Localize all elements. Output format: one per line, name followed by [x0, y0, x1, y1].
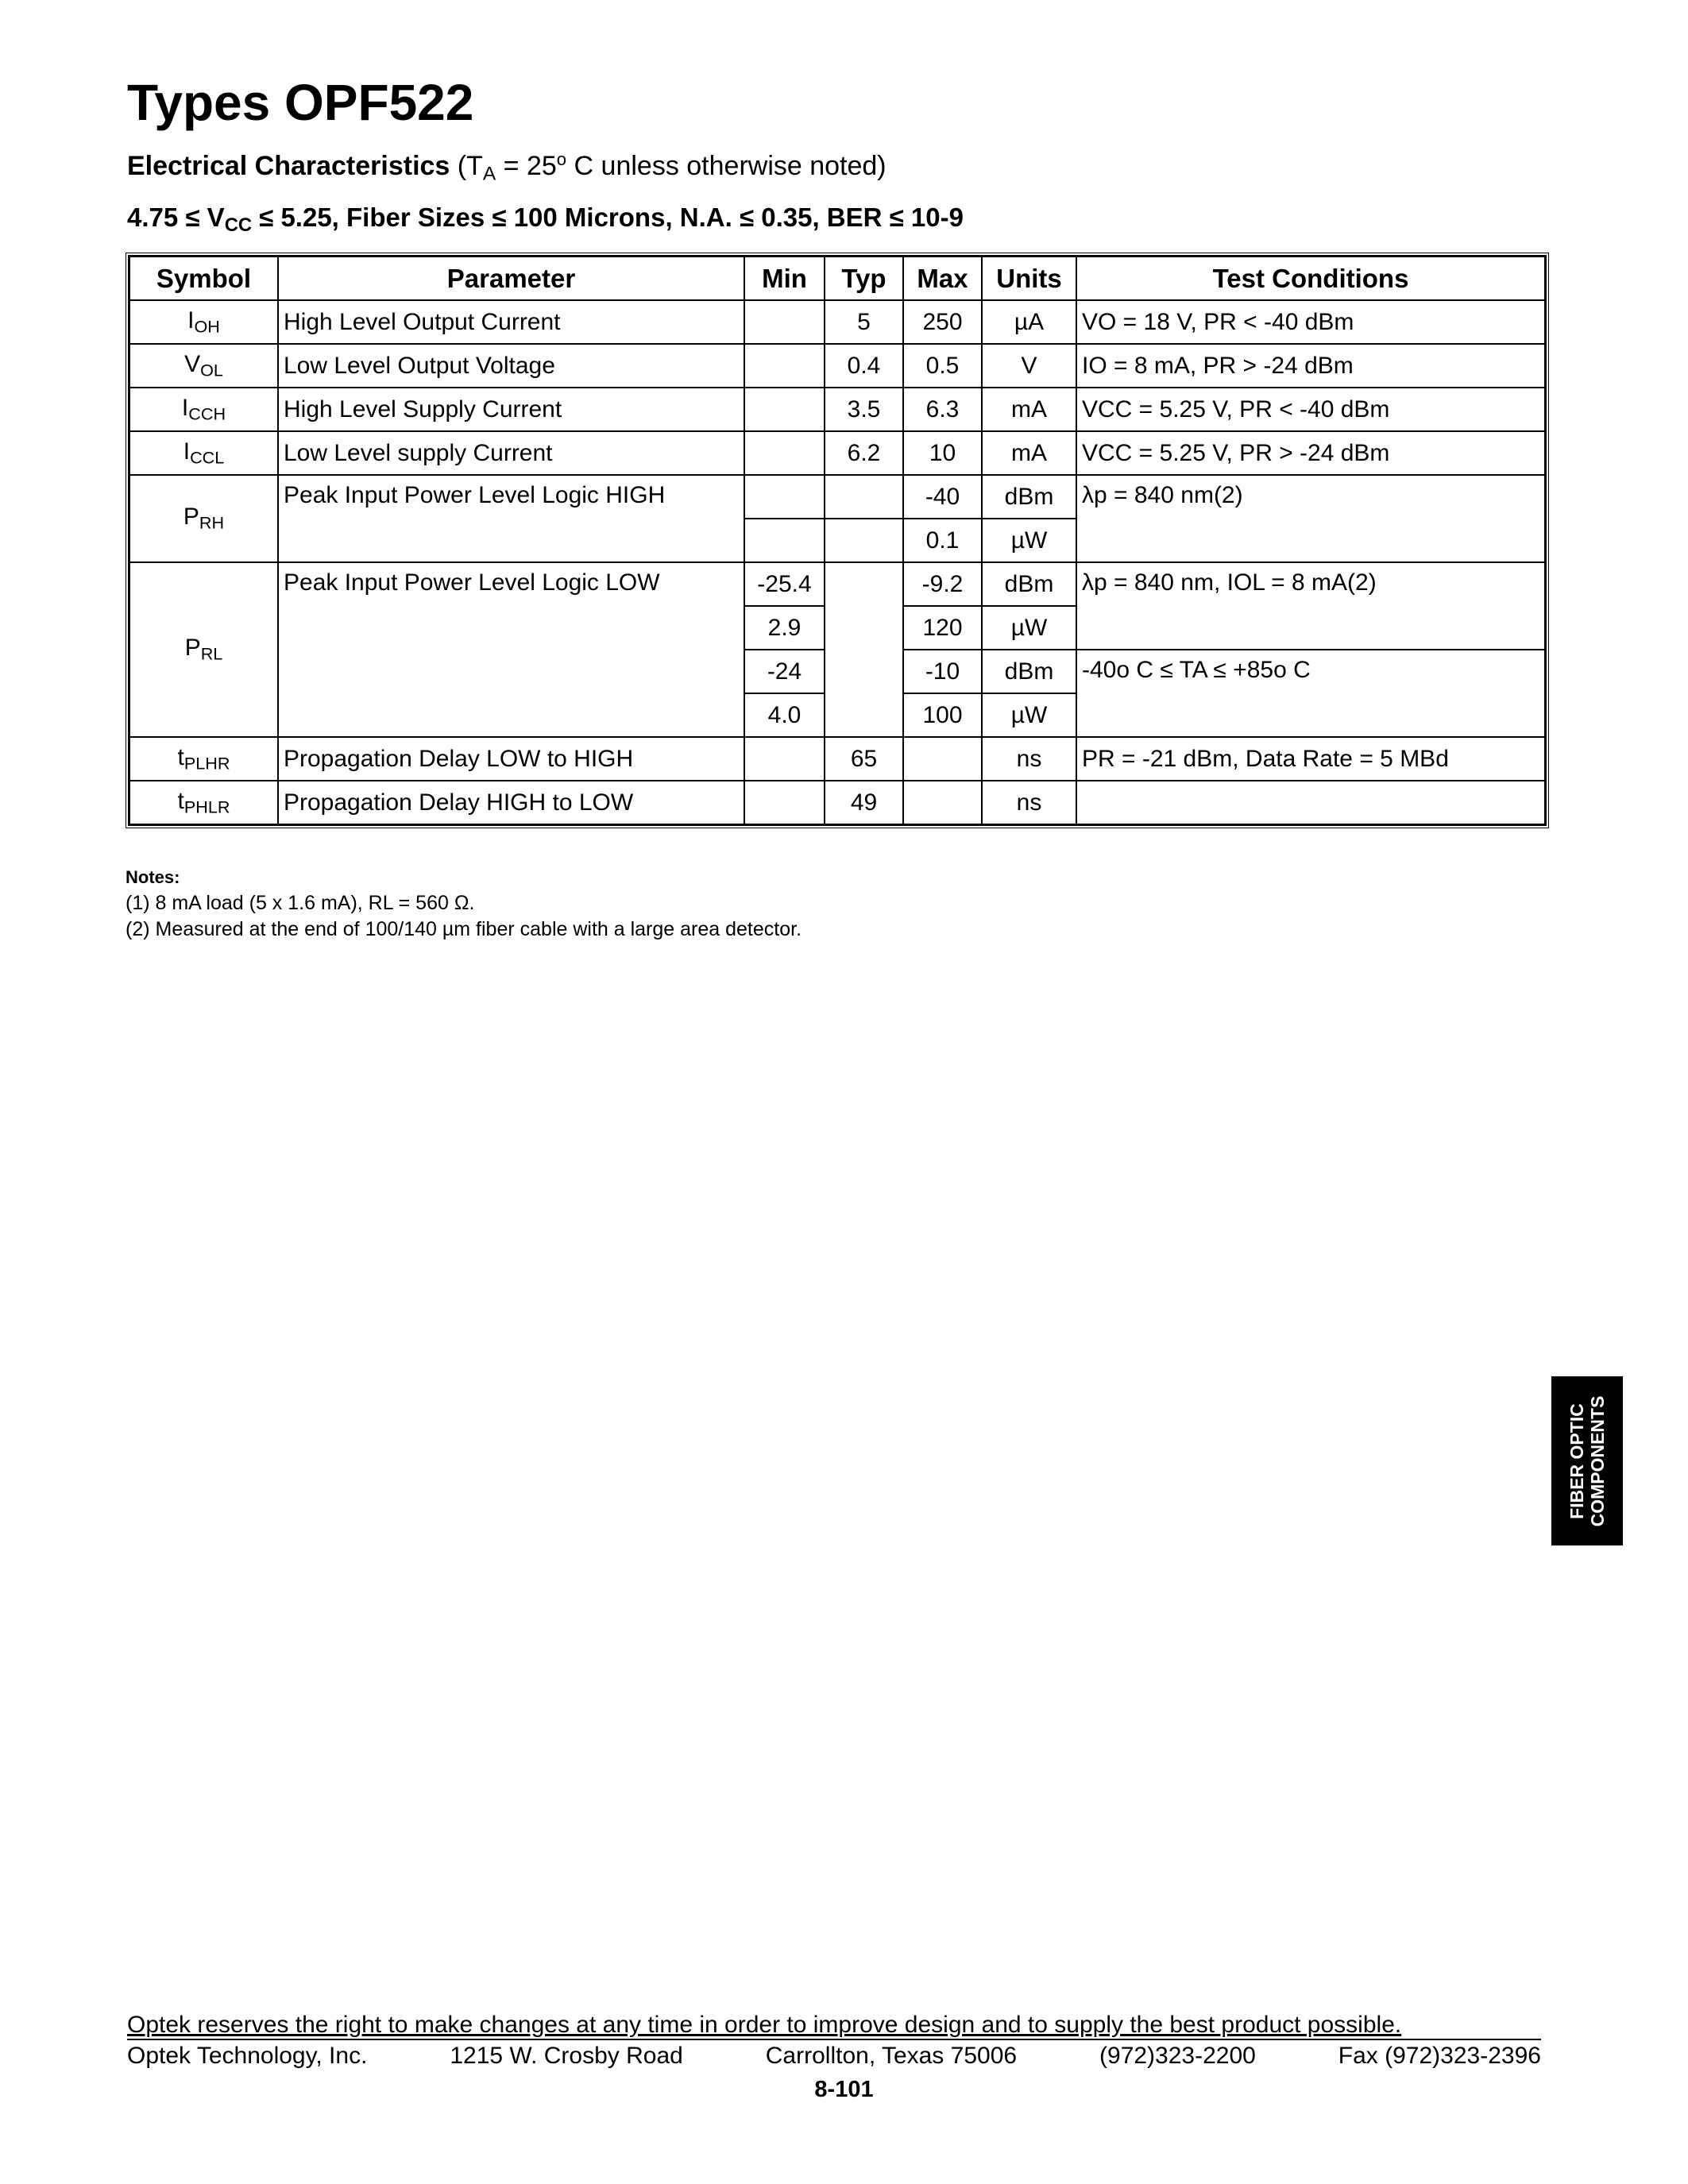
units: ns	[982, 781, 1076, 824]
company-name: Optek Technology, Inc.	[127, 2043, 368, 2069]
min	[744, 475, 825, 519]
max: -9.2	[903, 562, 982, 606]
phone: (972)323-2200	[1099, 2043, 1256, 2069]
section-heading: Electrical Characteristics ($T_A = 25^o$ C unless otherwise noted)	[127, 149, 886, 185]
max: 0.5	[903, 344, 982, 388]
footer-disclaimer: Optek reserves the right to make changes at any time in order to improve design and to supply the best product possible.	[127, 2012, 1402, 2038]
min	[744, 737, 825, 781]
footer-address	[127, 2043, 1541, 2070]
parameter: Peak Input Power Level Logic LOW	[278, 562, 744, 737]
max: 100	[903, 693, 982, 737]
units: dBm	[982, 650, 1076, 693]
symbol: $V_{OL}$	[129, 344, 278, 388]
symbol: $t_{PHLR}$	[129, 781, 278, 824]
parameter: Low Level Output Voltage	[278, 344, 744, 388]
typ: 6.2	[825, 431, 903, 475]
note-2: (2) Measured at the end of 100/140 µm fiber cable with a large area detector.	[126, 918, 802, 940]
table-row	[129, 344, 1545, 388]
units: mA	[982, 431, 1076, 475]
units: µW	[982, 606, 1076, 650]
units: dBm	[982, 562, 1076, 606]
typ	[825, 475, 903, 519]
symbol: $P_{RH}$	[129, 475, 278, 562]
table-row	[129, 562, 1545, 606]
table-header	[129, 257, 1545, 300]
test-conditions: VO = 18 V, PR < -40 dBm	[1076, 300, 1545, 344]
parameter: Propagation Delay HIGH to LOW	[278, 781, 744, 824]
header-symbol: Symbol	[129, 257, 278, 300]
typ: 49	[825, 781, 903, 824]
min	[744, 388, 825, 431]
max: -10	[903, 650, 982, 693]
conditions-line: $4.75 \le V_{CC} \le 5.25$, Fiber Sizes ≤ 100 Microns, N.A. ≤ 0.35, BER ≤ 10-9	[127, 203, 964, 236]
symbol: $I_{OH}$	[129, 300, 278, 344]
min	[744, 781, 825, 824]
min	[744, 519, 825, 562]
table-row	[129, 475, 1545, 519]
table-row	[129, 300, 1545, 344]
symbol: $P_{RL}$	[129, 562, 278, 737]
electrical-characteristics-table	[126, 253, 1549, 828]
typ: 5	[825, 300, 903, 344]
typ: 3.5	[825, 388, 903, 431]
min: -25.4	[744, 562, 825, 606]
max	[903, 737, 982, 781]
units: dBm	[982, 475, 1076, 519]
notes-heading: Notes:	[126, 867, 180, 887]
page-title: Types OPF522	[127, 74, 474, 131]
min	[744, 300, 825, 344]
max: 250	[903, 300, 982, 344]
typ: 65	[825, 737, 903, 781]
parameter: Low Level supply Current	[278, 431, 744, 475]
test-conditions: VCC = 5.25 V, PR < -40 dBm	[1076, 388, 1545, 431]
header-test-conditions: Test Conditions	[1076, 257, 1545, 300]
test-conditions: -40o C ≤ TA ≤ +85o C	[1076, 650, 1545, 737]
units: V	[982, 344, 1076, 388]
units: mA	[982, 388, 1076, 431]
units: µW	[982, 519, 1076, 562]
parameter: Peak Input Power Level Logic HIGH	[278, 475, 744, 562]
test-conditions: λp = 840 nm, IOL = 8 mA(2)	[1076, 562, 1545, 650]
header-max: Max	[903, 257, 982, 300]
max: 0.1	[903, 519, 982, 562]
test-conditions	[1076, 781, 1545, 824]
min: 4.0	[744, 693, 825, 737]
header-parameter: Parameter	[278, 257, 744, 300]
test-conditions: PR = -21 dBm, Data Rate = 5 MBd	[1076, 737, 1545, 781]
fax: Fax (972)323-2396	[1338, 2043, 1541, 2069]
min	[744, 431, 825, 475]
parameter: Propagation Delay LOW to HIGH	[278, 737, 744, 781]
typ	[825, 562, 903, 737]
typ: 0.4	[825, 344, 903, 388]
min: -24	[744, 650, 825, 693]
side-tab-line1: FIBER OPTIC	[1566, 1403, 1587, 1519]
table-row	[129, 781, 1545, 824]
city: Carrollton, Texas 75006	[765, 2043, 1018, 2069]
footer-divider	[127, 2039, 1541, 2040]
test-conditions: IO = 8 mA, PR > -24 dBm	[1076, 344, 1545, 388]
page-number: 8-101	[814, 2077, 874, 2102]
notes	[126, 864, 802, 943]
test-conditions: VCC = 5.25 V, PR > -24 dBm	[1076, 431, 1545, 475]
max	[903, 781, 982, 824]
units: µA	[982, 300, 1076, 344]
max: 120	[903, 606, 982, 650]
header-typ: Typ	[825, 257, 903, 300]
symbol: $I_{CCH}$	[129, 388, 278, 431]
max: -40	[903, 475, 982, 519]
street: 1215 W. Crosby Road	[450, 2043, 683, 2069]
table-row	[129, 431, 1545, 475]
test-conditions: λp = 840 nm(2)	[1076, 475, 1545, 562]
min: 2.9	[744, 606, 825, 650]
units: µW	[982, 693, 1076, 737]
note-1: (1) 8 mA load (5 x 1.6 mA), RL = 560 Ω.	[126, 892, 475, 914]
table-row	[129, 737, 1545, 781]
max: 6.3	[903, 388, 982, 431]
min	[744, 344, 825, 388]
symbol: $t_{PLHR}$	[129, 737, 278, 781]
parameter: High Level Supply Current	[278, 388, 744, 431]
header-min: Min	[744, 257, 825, 300]
side-tab-line2: COMPONENTS	[1587, 1395, 1608, 1526]
units: ns	[982, 737, 1076, 781]
table-row	[129, 388, 1545, 431]
typ	[825, 519, 903, 562]
symbol: $I_{CCL}$	[129, 431, 278, 475]
max: 10	[903, 431, 982, 475]
header-units: Units	[982, 257, 1076, 300]
parameter: High Level Output Current	[278, 300, 744, 344]
section-side-tab	[1551, 1376, 1623, 1545]
